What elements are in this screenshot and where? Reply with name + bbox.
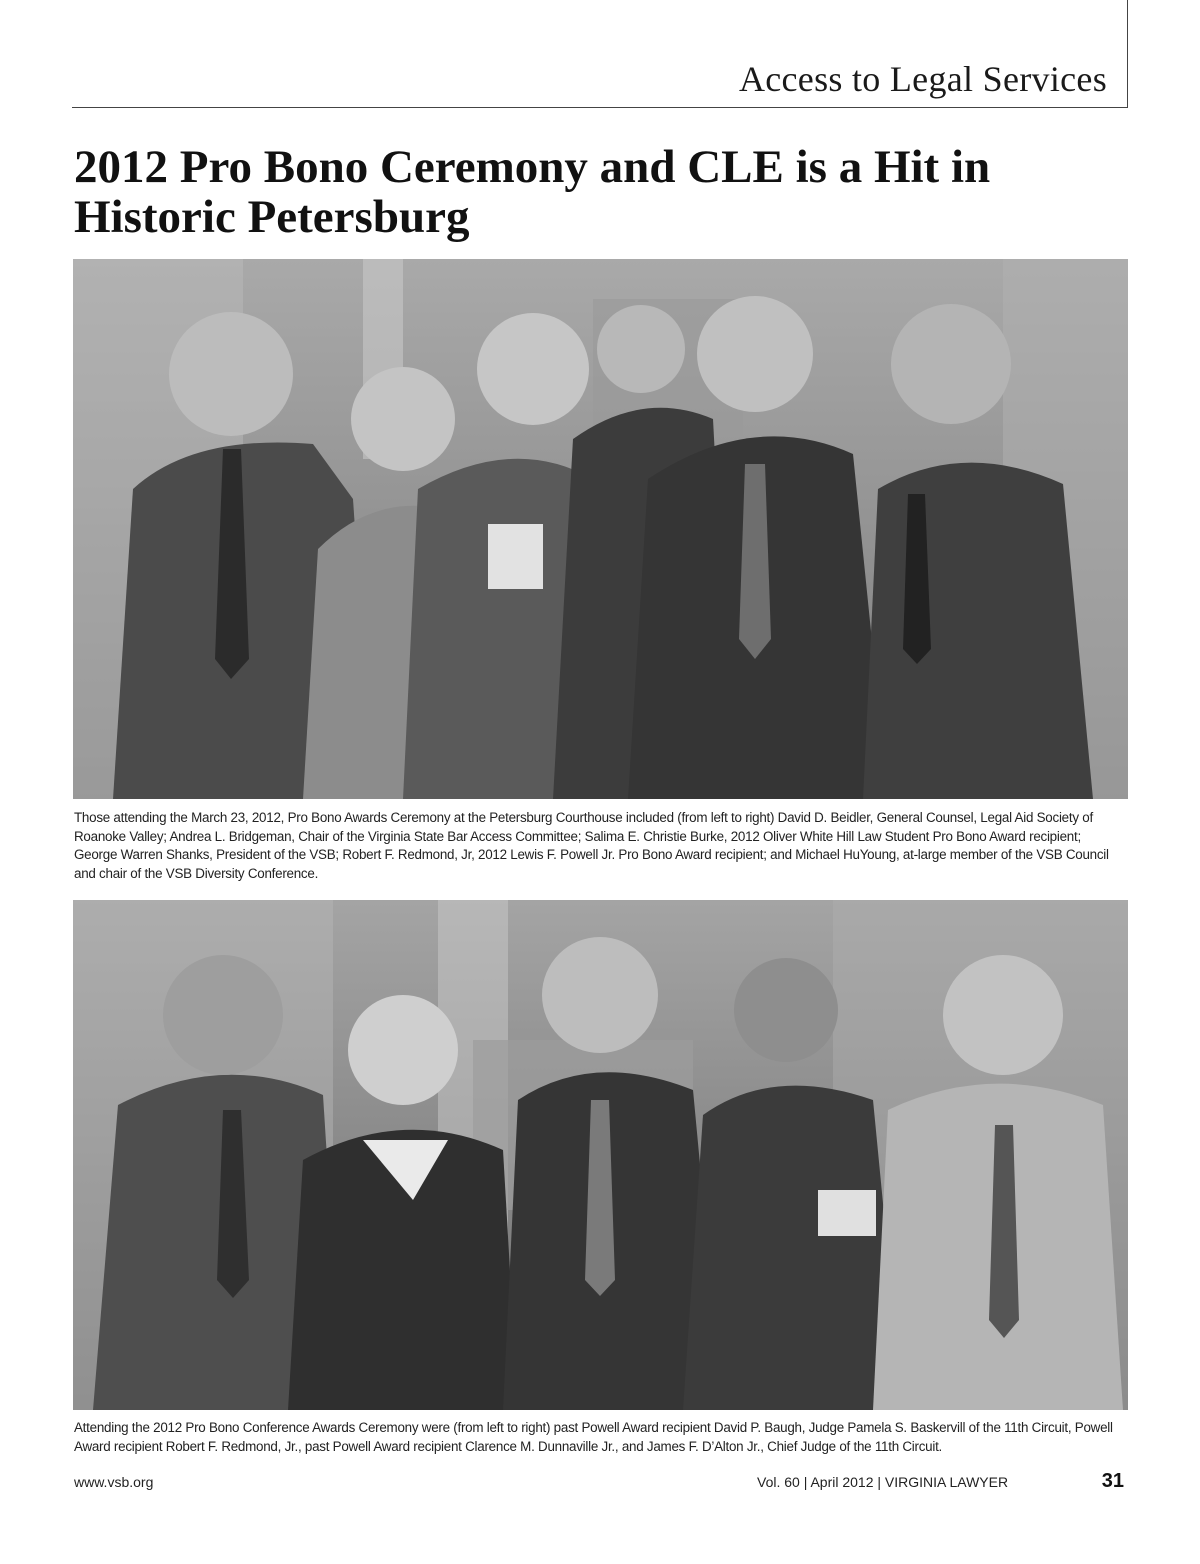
- section-header: [72, 0, 1128, 108]
- footer-url[interactable]: www.vsb.org: [74, 1474, 154, 1490]
- page-number: 31: [1101, 1470, 1124, 1492]
- article-headline: [74, 142, 1074, 242]
- photo-bottom-caption: Attending the 2012 Pro Bono Conference Awards Ceremony were (from left to right) past Powell Award recipient David P. Baugh, Judge Pamela S. Baskervill of the 11th Circuit, Powell Award recipient Robert F. Redmond, Jr., past Powell Award recipient Clarence M. Dunnaville Jr., and James F. D’Alton Jr., Chief Judge of the 11th Circuit.: [74, 1420, 1113, 1454]
- group-photo-top: [73, 259, 1128, 799]
- photo-top-illustration: [73, 259, 1128, 799]
- headline-line-2: Historic Petersburg: [74, 191, 470, 243]
- footer-issue: Vol. 60 | April 2012 | VIRGINIA LAWYER: [757, 1474, 1009, 1490]
- group-photo-bottom: [73, 900, 1128, 1410]
- section-title: Access to Legal Services: [738, 59, 1107, 99]
- headline-line-1: 2012 Pro Bono Ceremony and CLE is a Hit in: [74, 141, 991, 193]
- photo-bottom-illustration: [73, 900, 1128, 1410]
- photo-top-caption: Those attending the March 23, 2012, Pro Bono Awards Ceremony at the Petersburg Courthouse included (from left to right) David D. Beidler, General Counsel, Legal Aid Society of Roanoke Valley; Andrea L. Bridgeman, Chair of the Virginia State Bar Access Committee; Salima E. Christie Burke, 2012 Oliver White Hill Law Student Pro Bono Award recipient; George Warren Shanks, President of the VSB; Robert F. Redmond, Jr, 2012 Lewis F. Powell Jr. Pro Bono Award recipient; and Michael HuYoung, at-large member of the VSB Council and chair of the VSB Diversity Conference.: [74, 810, 1109, 881]
